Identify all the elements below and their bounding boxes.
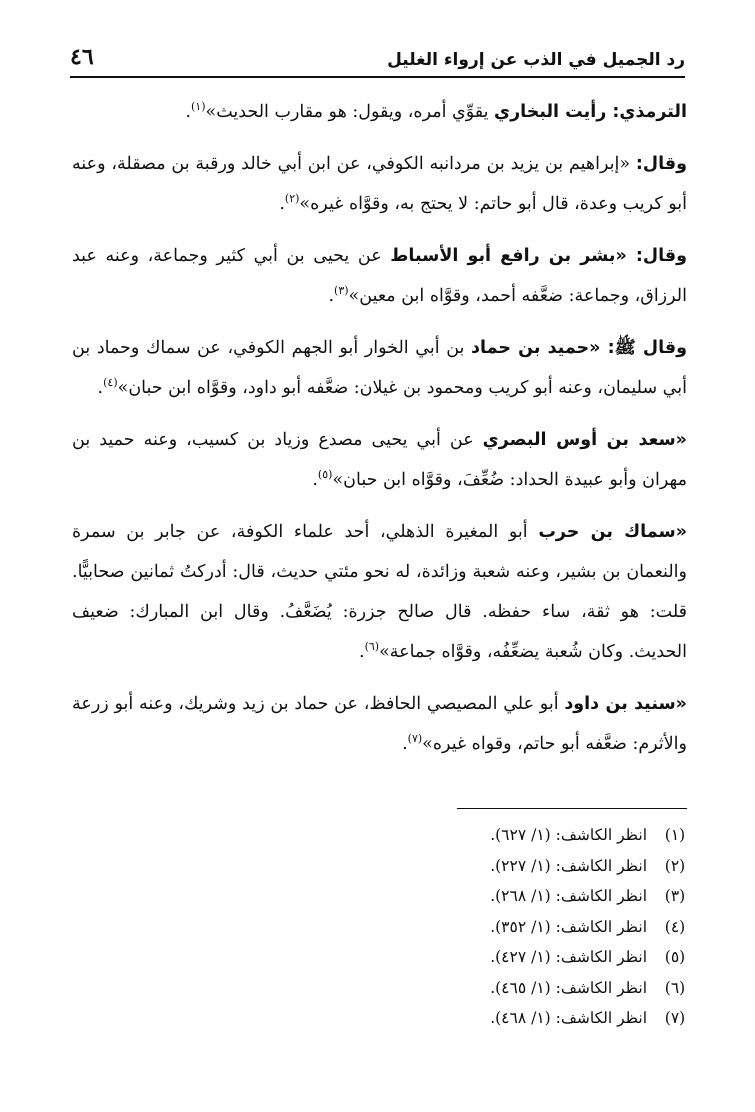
footnote-text: انظر الكاشف: (١/ ٢٦٨). — [490, 887, 647, 905]
footnote-number: (١) — [664, 826, 686, 844]
footnote-number: (٧) — [664, 1009, 686, 1027]
entry-heading: «سعد بن أوس البصري — [482, 430, 687, 450]
paragraph-end: . — [97, 378, 104, 398]
entry-heading: «سنيد بن داود — [564, 694, 687, 714]
footnote-item — [72, 942, 687, 973]
entry-text: يقوِّي أمره، ويقول: هو مقارب الحديث» — [205, 102, 495, 122]
page-header — [70, 34, 685, 78]
footnote-text: انظر الكاشف: (١/ ٦٢٧). — [490, 826, 647, 844]
footnote-number: (٥) — [664, 948, 686, 966]
page-number: ٤٦ — [70, 44, 94, 70]
footnote-ref: (٧) — [407, 732, 423, 746]
paragraph — [72, 420, 687, 500]
entry-text: عن أبي يحيى مصدع وزياد بن كسيب، وعنه حميد بن مهران وأبو عبيدة الحداد: ضُعِّفَ، وقوَّاه ابن حبان» — [72, 430, 687, 490]
paragraph-end: . — [185, 102, 191, 122]
footnote-number: (٣) — [664, 887, 686, 905]
entry-text: «إبراهيم بن يزيد بن مردانبه الكوفي، عن ابن أبي خالد ورقبة بن مصقلة، وعنه أبو كريب وعدة، قال أبو حاتم: لا يحتج به، وقوَّاه غيره» — [72, 154, 687, 214]
paragraph-end: . — [402, 734, 408, 754]
entry-heading: وقال ﷺ: «حميد بن حماد — [471, 338, 687, 358]
paragraph — [72, 236, 687, 316]
entry-text: أبو المغيرة الذهلي، أحد علماء الكوفة، عن جابر بن سمرة والنعمان بن بشير، وعنه شعبة وزائدة، له نحو مئتي حديث، قال: أدركتُ ثمانين صحابيًّا. قلت: هو ثقة، ساء حفظه. قال صالح جزرة: يُضَعَّفُ. وقال ابن المبارك: ضعيف الحديث. وكان شُعبة يضعِّفُه، وقوَّاه جماعة» — [72, 522, 687, 662]
paragraph — [72, 684, 687, 764]
paragraph — [72, 92, 687, 132]
footnote-ref: (٥) — [317, 468, 333, 482]
footnote-item — [72, 912, 687, 943]
footnotes-list — [72, 820, 687, 1034]
entry-heading: الترمذي: رأيت البخاري — [494, 102, 687, 122]
footnote-text: انظر الكاشف: (١/ ٤٢٧). — [490, 948, 647, 966]
paragraph — [72, 328, 687, 408]
running-title: رد الجميل في الذب عن إرواء الغليل — [387, 50, 685, 70]
footnote-ref: (٢) — [284, 192, 300, 206]
page-body — [72, 92, 687, 776]
paragraph-end: . — [279, 194, 285, 214]
footnote-number: (٦) — [664, 978, 686, 997]
paragraph-end: . — [328, 286, 335, 306]
footnote-number: (٤) — [664, 917, 686, 936]
footnote-text: انظر الكاشف: (١/ ٣٥٢). — [490, 917, 647, 936]
footnote-number: (٢) — [664, 856, 686, 875]
footnote-item — [72, 1003, 687, 1034]
footnote-item — [72, 973, 687, 1004]
paragraph — [72, 144, 687, 224]
entry-heading: وقال: — [635, 154, 687, 174]
entry-text: أبو علي المصيصي الحافظ، عن حماد بن زيد وشريك، وعنه أبو زرعة والأثرم: ضعَّفه أبو حاتم، وقواه غيره» — [72, 694, 687, 754]
footnote-text: انظر الكاشف: (١/ ٤٦٥). — [490, 978, 647, 997]
paragraph-end: . — [359, 642, 365, 662]
paragraph — [72, 512, 687, 672]
footnote-text: انظر الكاشف: (١/ ٤٦٨). — [490, 1009, 647, 1027]
footnote-ref: (٤) — [103, 376, 118, 390]
entry-text: عن يحيى بن أبي كثير وجماعة، وعنه عبد الرزاق، وجماعة: ضعَّفه أحمد، وقوَّاه ابن معين» — [72, 246, 687, 306]
entry-text: بن أبي الخوار أبو الجهم الكوفي، عن سماك وحماد بن أبي سليمان، وعنه أبو كريب ومحمود بن غيلان: ضعَّفه أبو داود، وقوَّاه ابن حبان» — [72, 338, 687, 398]
footnote-divider — [457, 808, 687, 809]
footnote-item — [72, 820, 687, 851]
footnote-item — [72, 851, 687, 882]
entry-heading: وقال: «بشر بن رافع أبو الأسباط — [390, 246, 687, 266]
entry-heading: «سماك بن حرب — [538, 522, 687, 542]
footnote-ref: (١) — [190, 100, 206, 114]
paragraph-end: . — [312, 470, 318, 490]
footnote-text: انظر الكاشف: (١/ ٢٢٧). — [490, 856, 647, 875]
footnote-item — [72, 881, 687, 912]
footnote-ref: (٣) — [334, 284, 349, 298]
footnote-ref: (٦) — [364, 640, 380, 654]
